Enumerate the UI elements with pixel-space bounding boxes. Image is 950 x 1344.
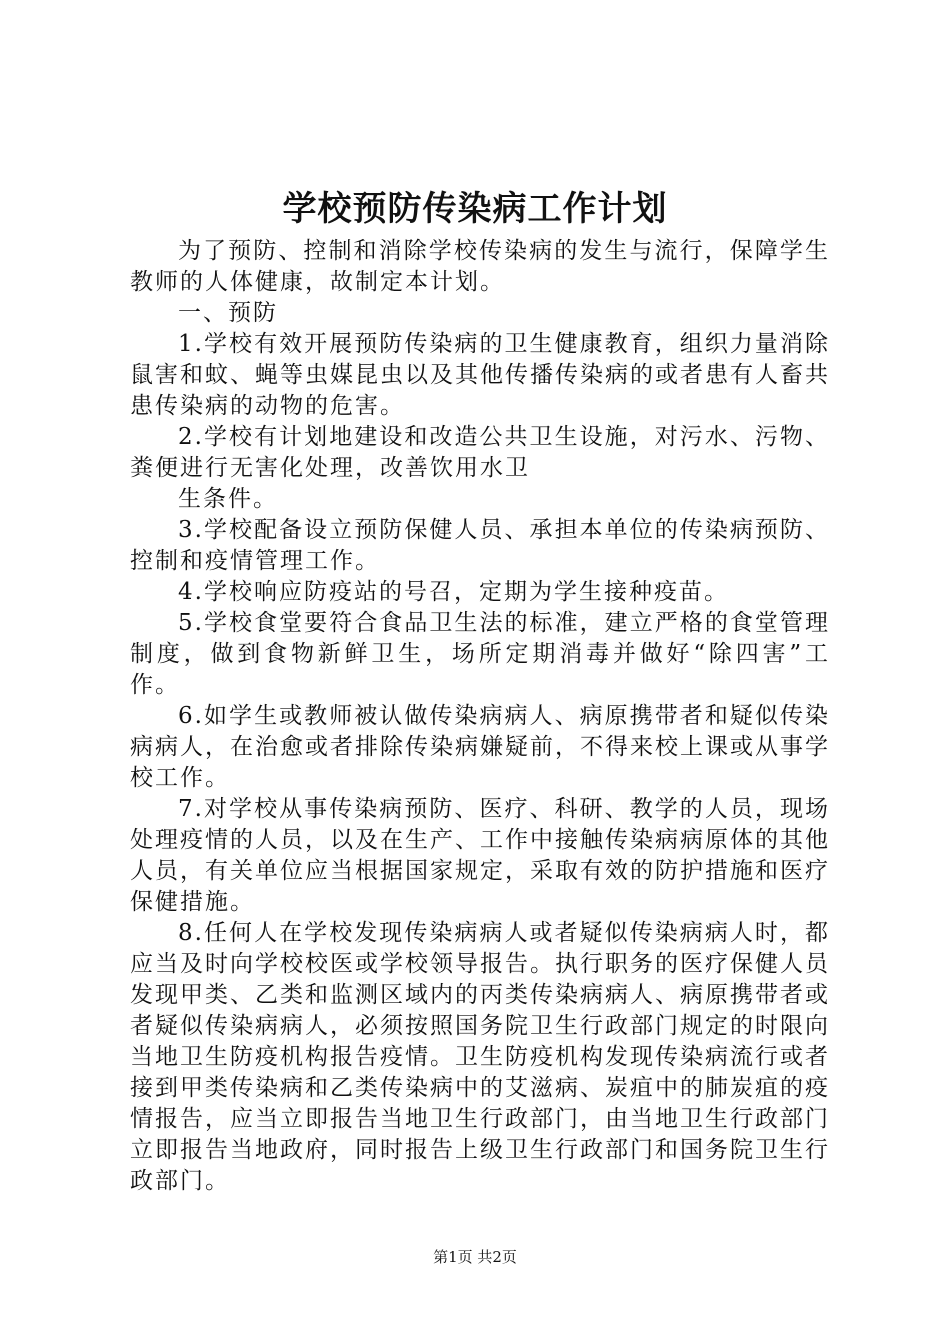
page-number-footer: 第1页 共2页 <box>433 1248 517 1266</box>
paragraph-item-3: 3.学校配备设立预防保健人员、承担本单位的传染病预防、控制和疫情管理工作。 <box>130 517 830 574</box>
paragraph-item-8: 8.任何人在学校发现传染病病人或者疑似传染病病人时，都应当及时向学校校医或学校领导报告。执行职务的医疗保健人员发现甲类、乙类和监测区域内的丙类传染病病人、病原携带者或者疑似传染病病人，必须按照国务院卫生行政部门规定的时限向当地卫生防疫机构报告疫情。卫生防疫机构发现传染病流行或者接到甲类传染病和乙类传染病中的艾滋病、炭疽中的肺炭疽的疫情报告，应当立即报告当地卫生行政部门，由当地卫生行政部门立即报告当地政府，同时报告上级卫生行政部门和国务院卫生行政部门。 <box>130 920 830 1194</box>
paragraph-item-1: 1.学校有效开展预防传染病的卫生健康教育，组织力量消除鼠害和蚊、蝇等虫媒昆虫以及其他传播传染病的或者患有人畜共患传染病的动物的危害。 <box>130 331 830 419</box>
section-heading-prevention: 一、预防 <box>178 300 278 326</box>
document-title: 学校预防传染病工作计划 <box>282 189 668 229</box>
document-body <box>130 236 830 1197</box>
paragraph-item-7: 7.对学校从事传染病预防、医疗、科研、教学的人员，现场处理疫情的人员，以及在生产、工作中接触传染病病原体的其他人员，有关单位应当根据国家规定，采取有效的防护措施和医疗保健措施。 <box>130 796 830 915</box>
paragraph-item-2: 2.学校有计划地建设和改造公共卫生设施，对污水、污物、粪便进行无害化处理，改善饮用水卫 <box>130 424 830 481</box>
paragraph-item-4: 4.学校响应防疫站的号召，定期为学生接种疫苗。 <box>178 579 729 605</box>
paragraph-item-5: 5.学校食堂要符合食品卫生法的标准，建立严格的食堂管理制度，做到食物新鲜卫生，场所定期消毒并做好“除四害”工作。 <box>130 610 830 698</box>
paragraph-item-6: 6.如学生或教师被认做传染病病人、病原携带者和疑似传染病病人，在治愈或者排除传染病嫌疑前，不得来校上课或从事学校工作。 <box>130 703 830 791</box>
paragraph-intro: 为了预防、控制和消除学校传染病的发生与流行，保障学生教师的人体健康，故制定本计划。 <box>130 238 830 295</box>
paragraph-item-2-continued: 生条件。 <box>178 486 278 512</box>
